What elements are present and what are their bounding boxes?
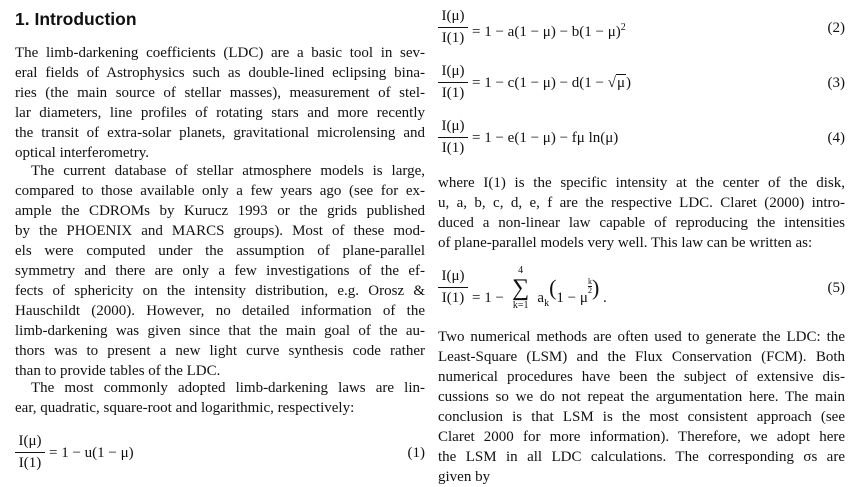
equation-rhs-main: = 1 − a(1 − μ) − b(1 − μ) [472,24,621,40]
fraction-numerator: I(μ) [441,118,465,134]
paragraph-line: The limb-darkening coefficients (LDC) are a basic tool in sev- [15,45,425,61]
equation-fraction [438,7,468,48]
fraction-numerator: I(μ) [441,268,465,284]
paragraph-line: numerical procedures have been the subject of extensive dis- [438,369,845,385]
section-title: Introduction [34,9,137,29]
section-heading [15,9,137,30]
equation-number: (3) [827,75,845,91]
equation-fraction [438,117,468,158]
paragraph-line: symmetry and there are only a few investigations of the ef- [15,263,425,279]
paragraph-line: of plane-parallel models very well. This law can be written as: [438,235,813,251]
equation-rhs [472,18,626,42]
exponent-numerator: k [587,277,592,286]
equation-rhs-post: . [603,290,607,306]
summation [508,265,534,311]
paragraph-laws [15,378,425,418]
paragraph-methods [438,327,845,487]
paragraph-line: limb-darkening was given since that the main goal of the au- [15,323,425,339]
summation-lower-limit: k=1 [512,300,529,311]
equation-4 [438,117,845,161]
equation-number: (2) [827,20,845,36]
equation-rhs-pre: = 1 − [472,290,504,306]
paragraph-database [15,161,425,381]
paragraph-line: optical interferometry. [15,145,149,161]
equation-rhs: = 1 − u(1 − μ) [49,445,134,461]
fraction-denominator: I(1) [441,85,465,101]
equation-exponent: 2 [620,22,626,33]
right-paren: ) [591,275,600,300]
paragraph-line: given by [438,469,491,485]
fraction-bar [438,82,468,83]
paragraph-line: ample the CDROMs by Kurucz 1993 or the grids published [15,203,425,219]
paragraph-line: by the PHOENIX and MARCS groups). Most of these mod- [15,223,425,239]
equation-rhs-main: = 1 − c(1 − μ) − d(1 − [472,75,608,91]
equation-number: (5) [827,280,845,296]
coefficient-subscript: k [544,298,550,309]
paragraph-line: u, a, b, c, d, e, f are the respective LDC. Claret (2000) intro- [438,195,845,211]
paragraph-line: cussions so we do not repeat the argumentation here. The main [438,389,845,405]
fraction-bar [438,137,468,138]
equation-rhs: = 1 − e(1 − μ) − fμ ln(μ) [472,130,619,146]
left-paren: ( [549,275,557,300]
paragraph-line: ries (the main source of stellar masses), measurement of stel- [15,85,425,101]
paragraph-line: duced a non-linear law capable of reproducing the intensities [438,215,845,231]
equation-fraction [15,432,45,473]
sqrt-radicand: μ [616,75,626,91]
paragraph-nonlinear-law [438,173,845,253]
paragraph-line: els were computed under the assumption of plane-parallel [15,243,425,259]
paragraph-line: Least-Square (LSM) and the Flux Conservation (FCM). Both [438,349,845,365]
summation-symbol: ∑ [512,275,530,301]
fraction-bar [438,27,468,28]
sqrt-symbol: √ [607,75,616,91]
coefficient-symbol: a [537,290,545,306]
paragraph-line: where I(1) is the specific intensity at the center of the disk, [438,175,845,191]
equation-number: (4) [827,130,845,146]
paragraph-line: the transit of extra-solar planets, gravitational microlensing and [15,125,425,141]
equation-3 [438,62,845,106]
paragraph-line: lar diameters, line profiles of rotating stars and more recently [15,105,425,121]
fraction-denominator: I(1) [441,30,465,46]
paragraph-line: eral fields of Astrophysics such as double-lined eclipsing bina- [15,65,425,81]
paragraph-line: Claret 2000 for more information). Therefore, we adopt here [438,429,845,445]
summation-upper-limit: 4 [518,265,524,276]
equation-number: (1) [407,445,425,461]
fraction-numerator: I(μ) [441,63,465,79]
paragraph-line: Hauschildt (2000). However, no detailed information of the [15,303,425,319]
paragraph-line: The most commonly adopted limb-darkening laws are lin- [31,380,425,396]
paragraph-line: thors was to present a new light curve synthesis code rather [15,343,425,359]
section-number: 1. [15,9,30,29]
equation-1 [15,432,425,476]
fraction-denominator: I(1) [18,455,42,471]
paragraph-line: conclusion is that LSM is the most consistent approach (see [438,409,845,425]
equation-rhs [472,73,631,93]
fraction-denominator: I(1) [441,140,465,156]
equation-5 [438,267,845,311]
paragraph-line: Two numerical methods are often used to generate the LDC: the [438,329,845,345]
paragraph-intro [15,43,425,163]
fraction-bar [15,452,45,453]
paragraph-line: ear, quadratic, square-root and logarithmic, respectively: [15,400,355,416]
equation-rhs [472,265,607,314]
fraction-numerator: I(μ) [441,8,465,24]
equation-fraction [438,267,468,308]
paragraph-line: compared to those available only a few years ago (see for ex- [15,183,425,199]
paragraph-line: than to provide tables of the LDC. [15,363,221,379]
equation-fraction [438,62,468,103]
paragraph-line: The current database of stellar atmosphere models is large, [31,163,425,179]
equation-2 [438,7,845,51]
fraction-denominator: I(1) [441,290,465,306]
term-inner: 1 − μ [556,290,588,306]
paragraph-line: fects of sphericity on the intensity distribution, e.g. Orosz & [15,283,425,299]
fraction-numerator: I(μ) [18,433,42,449]
exponent-denominator: 2 [587,286,592,295]
equation-rhs-end: ) [626,75,632,91]
paragraph-line: the LSM in all LDC calculations. The corresponding σs are [438,449,845,465]
fraction-bar [438,287,468,288]
